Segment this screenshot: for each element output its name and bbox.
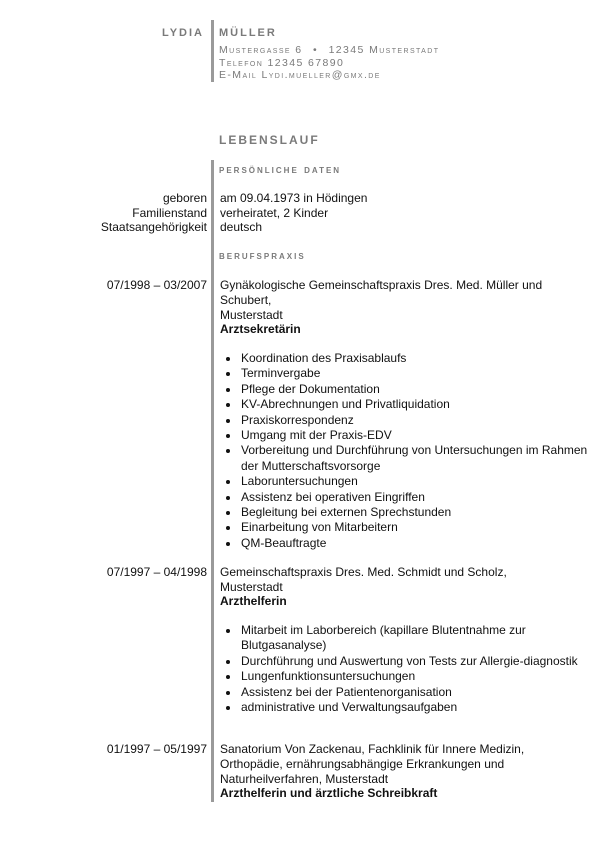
personal-value: am 09.04.1973 in Hödingen <box>220 191 368 205</box>
last-name: müller <box>219 23 277 40</box>
job-employer <box>220 278 570 323</box>
job-role: Arztsekretärin <box>220 322 301 336</box>
contact-block <box>219 44 439 82</box>
city: 12345 Musterstadt <box>328 44 440 56</box>
task-list <box>220 623 590 715</box>
section-title-personal: persönliche daten <box>219 162 342 176</box>
employer-line: Musterstadt <box>220 580 283 594</box>
task-item: • Mitarbeit im Laborbereich (kapillare Blutentnahme zur Blutgasanalyse) <box>240 623 590 654</box>
task-item: • Koordination des Praxisablaufs <box>240 351 590 366</box>
body-divider-line <box>211 160 214 802</box>
task-item: • Lungenfunktionsuntersuchungen <box>240 669 590 684</box>
job-employer <box>220 565 570 595</box>
employer-line: Gynäkologische Gemeinschaftspraxis Dres. Med. Müller und <box>220 278 543 292</box>
phone: Telefon 12345 67890 <box>219 56 345 69</box>
task-item: • Begleitung bei externen Sprechstunden <box>240 505 590 520</box>
employer-line: Sanatorium Von Zackenau, Fachklinik für Innere Medizin, <box>220 742 525 756</box>
personal-value: deutsch <box>220 220 263 234</box>
address-line <box>219 44 439 57</box>
task-item: • Pflege der Dokumentation <box>240 382 590 397</box>
personal-label: geboren <box>162 191 207 205</box>
job-date: 01/1997 – 05/1997 <box>106 742 207 756</box>
personal-label: Familienstand <box>132 205 207 220</box>
header-divider-line <box>211 20 214 82</box>
task-item: • Assistenz bei der Patientenorganisation <box>240 685 590 700</box>
personal-value: verheiratet, 2 Kinder <box>220 205 329 220</box>
first-name: lydia <box>162 23 204 40</box>
employer-line: Schubert, <box>220 293 272 307</box>
job-date: 07/1997 – 04/1998 <box>106 565 207 579</box>
street: Mustergasse 6 <box>219 44 303 56</box>
personal-label: Staatsangehörigkeit <box>100 220 207 234</box>
document-title: lebenslauf <box>219 129 320 148</box>
task-item: • Laboruntersuchungen <box>240 474 590 489</box>
email: E-Mail Lydi.mueller@gmx.de <box>219 69 381 81</box>
job-role: Arzthelferin <box>220 594 287 608</box>
task-item: • QM-Beauftragte <box>240 536 590 551</box>
task-list <box>220 351 590 551</box>
task-item: • Vorbereitung und Durchführung von Untersuchungen im Rahmen der Mutterschaftsvorsorge <box>240 443 590 474</box>
employer-line: Orthopädie, ernährungsabhängige Erkrankungen und <box>220 757 505 771</box>
bullet-separator: • <box>313 44 319 56</box>
job-role: Arzthelferin und ärztliche Schreibkraft <box>220 786 438 800</box>
task-item: • Assistenz bei operativen Eingriffen <box>240 490 590 505</box>
task-item: • Terminvergabe <box>240 366 590 381</box>
task-item: • Durchführung und Auswertung von Tests zur Allergie-diagnostik <box>240 654 590 669</box>
employer-line: Gemeinschaftspraxis Dres. Med. Schmidt und Scholz, <box>220 565 507 579</box>
task-item: • Umgang mit der Praxis-EDV <box>240 428 590 443</box>
task-item: • administrative und Verwaltungsaufgaben <box>240 700 590 715</box>
section-title-work: berufspraxis <box>219 248 306 262</box>
job-employer <box>220 742 570 787</box>
employer-line: Musterstadt <box>220 308 283 322</box>
task-item: • Praxiskorrespondenz <box>240 413 590 428</box>
employer-line: Naturheilverfahren, Musterstadt <box>220 772 389 786</box>
task-item: • KV-Abrechnungen und Privatliquidation <box>240 397 590 412</box>
job-date: 07/1998 – 03/2007 <box>106 278 207 292</box>
task-item: • Einarbeitung von Mitarbeitern <box>240 520 590 535</box>
